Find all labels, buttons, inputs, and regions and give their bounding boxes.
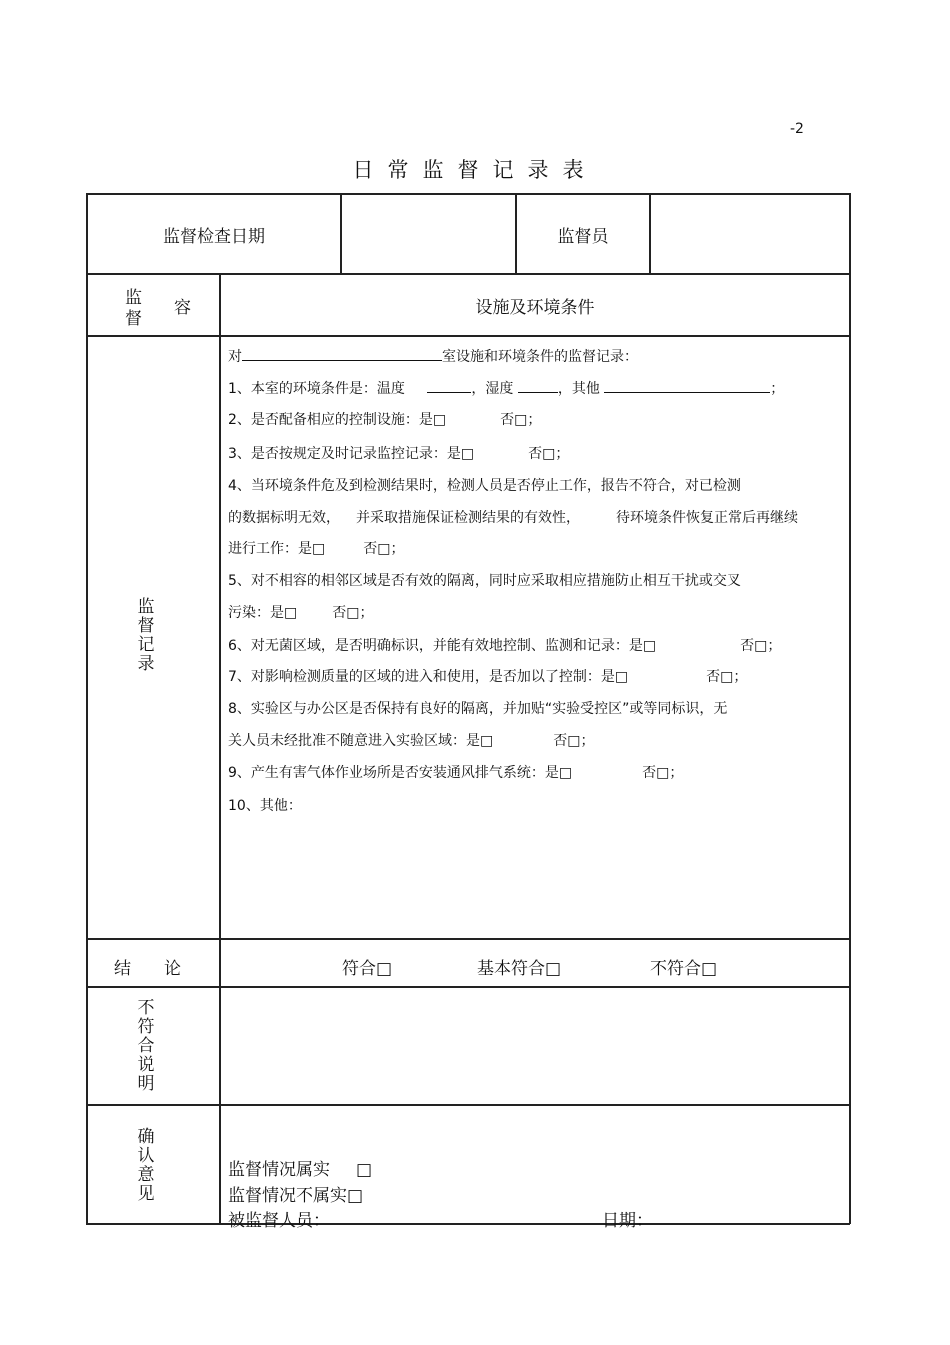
record-item-4-line2: 的数据标明无效， 并采取措施保证检测结果的有效性， 待环境条件恢复正常后再继续 [228, 510, 798, 526]
record-item-9: 9、产生有害气体作业场所是否安装通风排气系统：是□ 否□； [228, 765, 684, 781]
record-item-6: 6、对无菌区域，是否明确标识，并能有效地控制、监测和记录：是□ 否□； [228, 638, 782, 654]
record-item-5-line1: 5、对不相容的相邻区域是否有效的隔离，同时应采取相应措施防止相互干扰或交叉 [228, 573, 741, 589]
confirm-date-label: 日期： [602, 1211, 653, 1231]
record-item-2: 2、是否配备相应的控制设施：是□ 否□； [228, 412, 542, 428]
conclusion-label-jie: 结 [114, 959, 131, 979]
record-item-1: 1、本室的环境条件是：温度 ，湿度 ，其他 ； [228, 378, 784, 398]
supervised-person-label: 被监督人员： [228, 1211, 330, 1231]
record-item-3: 3、是否按规定及时记录监控记录：是□ 否□； [228, 446, 570, 462]
record-item-8-line2: 关人员未经批准不随意进入实验区域：是□ 否□； [228, 733, 595, 749]
row-divider-2 [86, 335, 850, 337]
row-divider-4 [86, 986, 850, 988]
supervisor-value[interactable] [651, 195, 849, 273]
humidity-blank[interactable] [518, 378, 558, 393]
table-border-right [849, 193, 851, 1224]
conclusion-option-nonconform[interactable]: 不符合□ [650, 959, 718, 979]
room-blank[interactable] [242, 346, 442, 361]
supervisor-label: 监督员 [557, 226, 609, 247]
nonconform-side-label: 不 符 合 说 明 [137, 998, 155, 1094]
content-title: 设施及环境条件 [475, 297, 595, 318]
nonconform-explanation-field[interactable] [222, 989, 848, 1103]
content-label-jian: 监 [125, 288, 142, 308]
content-label-du: 督 [125, 309, 142, 329]
confirm-inaccurate-option[interactable]: 监督情况不属实□ [228, 1186, 364, 1206]
record-item-7: 7、对影响检测质量的区域的进入和使用，是否加以了控制：是□ 否□； [228, 669, 748, 685]
record-item-4-line1: 4、当环境条件危及到检测结果时，检测人员是否停止工作，报告不符合，对已检测 [228, 478, 741, 494]
record-intro: 对 室设施和环境条件的监督记录： [228, 346, 638, 366]
records-side-label: 监 督 记 录 [137, 597, 155, 674]
record-item-5-line2: 污染：是□ 否□； [228, 605, 374, 621]
confirm-side-label: 确 认 意 见 [137, 1127, 155, 1204]
page-number: -2 [790, 121, 804, 137]
temperature-blank[interactable] [427, 378, 471, 393]
row-divider-3 [86, 938, 850, 940]
record-item-8-line1: 8、实验区与办公区是否保持有良好的隔离，并加贴“实验受控区”或等同标识，无 [228, 701, 728, 717]
content-label-rong: 容 [174, 298, 191, 318]
confirm-accurate-option[interactable]: 监督情况属实 □ [228, 1160, 373, 1180]
col-divider-label [219, 273, 221, 1224]
row-divider-5 [86, 1104, 850, 1106]
table-border-left [86, 193, 88, 1224]
conclusion-option-basic-conform[interactable]: 基本符合□ [477, 959, 562, 979]
record-item-10: 10、其他： [228, 798, 302, 814]
record-item-4-line3: 进行工作：是□ 否□； [228, 541, 405, 557]
table-border-bottom [86, 1223, 850, 1225]
inspection-date-label: 监督检查日期 [163, 226, 265, 247]
conclusion-label-lun: 论 [164, 959, 181, 979]
conclusion-option-conform[interactable]: 符合□ [342, 959, 393, 979]
page-title: 日常监督记录表 [352, 158, 598, 182]
inspection-date-value[interactable] [342, 195, 515, 273]
other-blank[interactable] [604, 378, 770, 393]
